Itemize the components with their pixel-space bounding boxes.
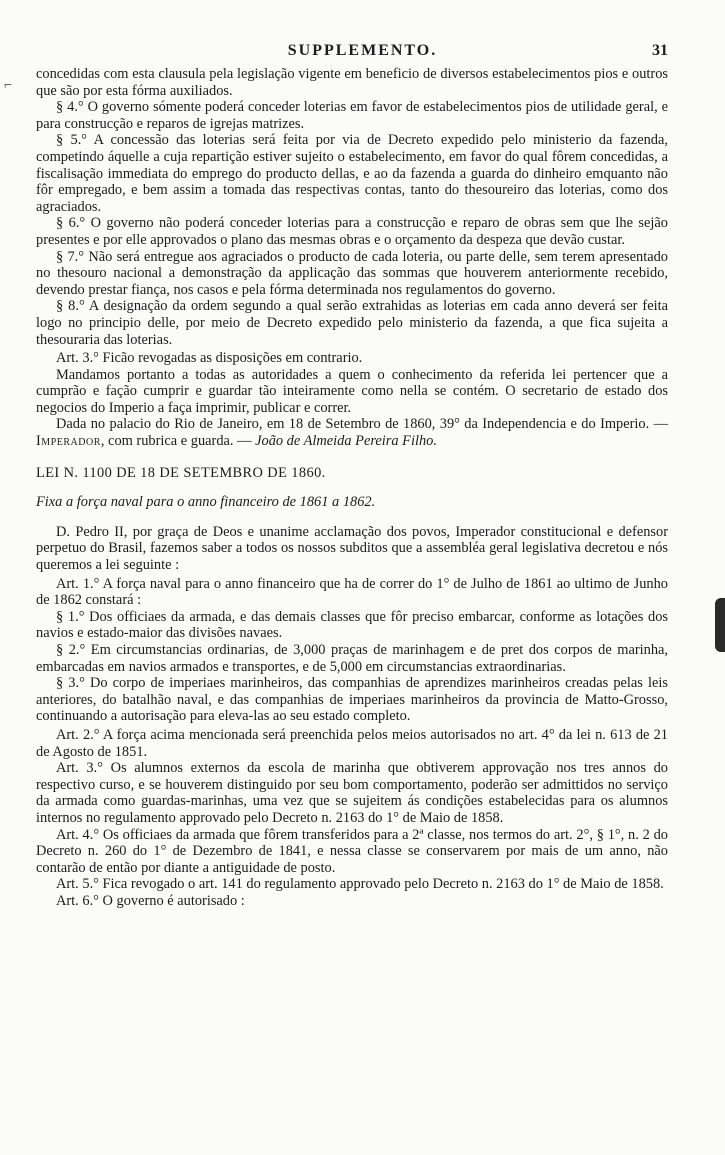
law-article-1-section-1: § 1.° Dos officiaes da armada, e das demais classes que fôr preciso embarcar, conforme as lotações dos navios e estado-maior das divisões navaes. <box>36 608 668 642</box>
signature-date-text: Dada no palacio do Rio de Janeiro, em 18 de Setembro de 1860, 39° da Independencia e do Imperio. — <box>56 416 668 433</box>
body-text <box>36 66 668 910</box>
paragraph-section-7: § 7.° Não será entregue aos agraciados o producto de cada loteria, ou parte delle, sem terem apresentado no thesouro nacional a demonstração da applicação das sommas que houverem anteriormente recebido, devendo prestar fiança, nos casos e pela fórma determinada nos regulamentos do governo. <box>36 248 668 298</box>
paragraph-section-8: § 8.° A designação da ordem segundo a qual serão extrahidas as loterias em cada anno deverá ser feita logo no principio delle, por meio de Decreto expedido pelo ministerio da fazenda, a que fica sujeita a thesouraria das loterias. <box>36 298 668 348</box>
paragraph-article-3: Art. 3.° Ficão revogadas as disposições em contrario. <box>56 350 363 367</box>
law-subtitle: Fixa a força naval para o anno financeiro de 1861 a 1862. <box>36 494 376 511</box>
page-header <box>0 42 725 64</box>
paragraph-continuation: concedidas com esta clausula pela legislação vigente em beneficio de diversos estabelecimentos pios e outros que são por esta fórma auxiliados. <box>36 66 668 99</box>
law-article-4: Art. 4.° Os officiaes da armada que fôrem transferidos para a 2ª classe, nos termos do art. 2°, § 1°, n. 2 do Decreto n. 260 do 1° de Dezembro de 1841, e nessa classe se conservarem por mais de um anno, não contarão de então por diante a antiguidade de posto. <box>36 826 668 876</box>
margin-mark-icon: ⌐ <box>4 78 12 93</box>
signer-title: Imperador <box>36 433 101 450</box>
running-title: SUPPLEMENTO. <box>287 42 438 59</box>
paragraph-section-5: § 5.° A concessão das loterias será feita por via de Decreto expedido pelo ministerio da fazenda, competindo áquelle a cuja repartição estiver sujeito o estabelecimento, em favor do qual fôrem concedidas, a fiscalisação immediata do emprego do producto dellas, e ao da fazenda a guarda do dinheiro emquanto não fôr empregado, e bem assim a tomada das respectivas contas, tanto do thesoureiro das loterias, como dos agraciados. <box>36 132 668 215</box>
law-article-1-section-3: § 3.° Do corpo de imperiaes marinheiros, das companhias de aprendizes marinheiros creadas pelas leis anteriores, do batalhão naval, e das companhias de imperiaes marinheiros da provincia de Matto-Grosso, continuando a autorisação para eleva-las ao seu estado completo. <box>36 675 668 725</box>
paragraph-mandamos: Mandamos portanto a todas as autoridades a quem o conhecimento da referida lei pertencer que a cumprão e fação cumprir e guardar tão inteiramente como nella se contém. O secretario de estado dos negocios do Imperio a faça imprimir, publicar e correr. <box>36 366 668 416</box>
page-edge-shadow <box>715 598 725 652</box>
law-article-5: Art. 5.° Fica revogado o art. 141 do regulamento approvado pelo Decreto n. 2163 do 1° de Maio de 1858. <box>56 876 664 893</box>
page-number: 31 <box>652 42 668 59</box>
law-article-6: Art. 6.° O governo é autorisado : <box>56 892 245 909</box>
paragraph-section-4: § 4.° O governo sómente poderá conceder loterias em favor de estabelecimentos pios de utilidade geral, e para construcção e reparos de igrejas matrizes. <box>36 99 668 132</box>
countersign-name: João de Almeida Pereira Filho. <box>255 433 437 450</box>
law-article-1: Art. 1.° A força naval para o anno financeiro que ha de correr do 1° de Julho de 1861 ao ultimo de Junho de 1862 constará : <box>36 575 668 609</box>
law-title: LEI N. 1100 DE 18 DE SETEMBRO DE 1860. <box>36 464 326 481</box>
paragraph-section-6: § 6.° O governo não poderá conceder loterias para a construcção e reparo de obras sem que lhe sejão presentes e por elle approvados o plano das mesmas obras e o orçamento da despeza que devão custar. <box>36 215 668 248</box>
law-preamble: D. Pedro II, por graça de Deos e unanime acclamação dos povos, Imperador constitucional e defensor perpetuo do Brasil, fazemos saber a todos os nossos subditos que a assembléa geral legislativa decretou e nós queremos a lei seguinte : <box>36 523 668 574</box>
law-article-2: Art. 2.° A força acima mencionada será preenchida pelos meios autorisados no art. 4° da lei n. 613 de 21 de Agosto de 1851. <box>36 726 668 760</box>
law-article-3: Art. 3.° Os alumnos externos da escola de marinha que obtiverem approvação nos tres annos do respectivo curso, e se houverem distinguido por seu bom comportamento, poderão ser admittidos no serviço da armada como guardas-marinhas, uma vez que se sujeitem ás condições estabelecidas para os alumnos internos no regulamento approvado pelo Decreto n. 2163 do 1° de Maio de 1858. <box>36 760 668 826</box>
rubric-text: , com rubrica e guarda. — <box>100 433 252 450</box>
signature-paragraph <box>36 416 668 449</box>
law-article-1-section-2: § 2.° Em circumstancias ordinarias, de 3,000 praças de marinhagem e de pret dos corpos de marinha, embarcadas em navios armados e transportes, e de 5,000 em circumstancias extraordinarias. <box>36 642 668 675</box>
